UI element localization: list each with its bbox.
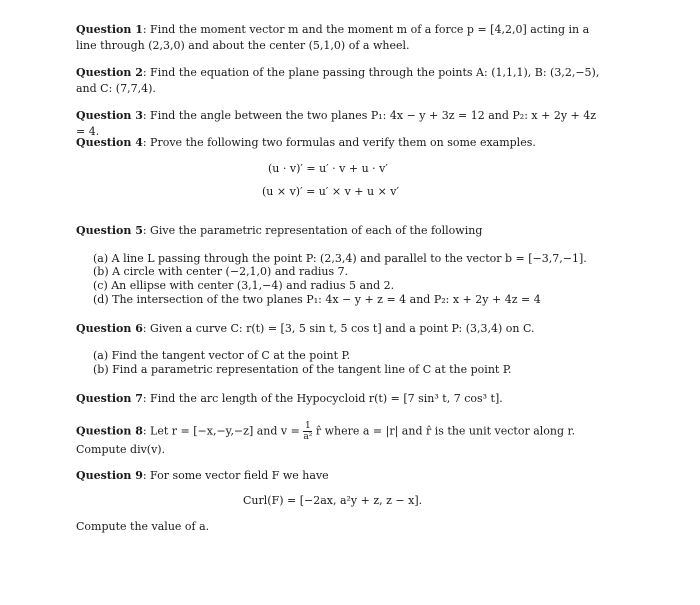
question-2: [76, 65, 600, 97]
question-3-text: : Find the angle between the two planes P₁: 4x − y + 3z = 12 and P₂: x + 2y + 4z = 4.: [76, 109, 597, 138]
question-5-item-d: (d) The intersection of the two planes P₁: 4x − y + z = 4 and P₂: x + 2y + 4z = 4: [93, 293, 541, 306]
question-8-fraction: [303, 421, 312, 442]
question-5: [76, 223, 600, 239]
question-7-label: Question 7: [76, 392, 143, 405]
question-5-item-b: (b) A circle with center (−2,1,0) and radius 7.: [93, 265, 349, 278]
question-6: [76, 321, 600, 337]
question-6-item-b: (b) Find a parametric representation of the tangent line of C at the point P.: [93, 363, 512, 376]
question-4-label: Question 4: [76, 136, 143, 149]
question-5-item-a: (a) A line L passing through the point P: (2,3,4) and parallel to the vector b = [−3,7,−1].: [93, 252, 587, 265]
question-7-text: : Find the arc length of the Hypocycloid r(t) = [7 sin³ t, 7 cos³ t].: [142, 392, 503, 405]
question-8-text-after: r̂ where a = |r| and r̂ is the unit vector along r.: [315, 424, 576, 438]
question-4: [76, 135, 600, 151]
question-3-label: Question 3: [76, 109, 143, 122]
question-5-item-c: (c) An ellipse with center (3,1,−4) and radius 5 and 2.: [93, 279, 395, 292]
question-8-label: Question 8: [76, 424, 143, 438]
question-2-text: : Find the equation of the plane passing through the points A: (1,1,1), B: (3,2,−5), and C: (7,7,4).: [76, 66, 600, 95]
question-1-label: Question 1: [76, 23, 143, 36]
question-9-label: Question 9: [76, 469, 143, 482]
question-1-text: : Find the moment vector m and the moment m of a force p = [4,2,0] acting in a line through (2,3,0) and about the center (5,1,0) of a wheel.: [76, 23, 590, 52]
question-9: [76, 468, 600, 484]
question-6-item-a: (a) Find the tangent vector of C at the point P.: [93, 349, 351, 362]
question-8: [76, 421, 640, 458]
question-2-label: Question 2: [76, 66, 143, 79]
question-6-label: Question 6: [76, 322, 143, 335]
question-8-line2: Compute div(v).: [76, 443, 166, 456]
question-5-label: Question 5: [76, 224, 143, 237]
question-8-fraction-denominator: a²: [303, 432, 313, 442]
question-8-fraction-numerator: 1: [304, 421, 311, 431]
question-4-text: : Prove the following two formulas and verify them on some examples.: [142, 136, 536, 149]
question-5-text: : Give the parametric representation of each of the following: [142, 224, 483, 237]
formula-cross-product-derivative: (u × v)′ = u′ × v + u × v′: [262, 185, 400, 198]
question-9-text: : For some vector field F we have: [142, 469, 329, 482]
formula-curl: Curl(F) = [−2ax, a²y + z, z − x].: [243, 494, 423, 507]
question-8-text-before: : Let r = [−x,−y,−z] and v =: [142, 424, 300, 438]
question-1: [76, 22, 600, 54]
question-7: [76, 391, 600, 407]
formula-dot-product-derivative: (u · v)′ = u′ · v + u · v′: [268, 162, 388, 175]
question-9-line2: Compute the value of a.: [76, 520, 210, 533]
question-6-text: : Given a curve C: r(t) = [3, 5 sin t, 5 cos t] and a point P: (3,3,4) on C.: [142, 322, 535, 335]
